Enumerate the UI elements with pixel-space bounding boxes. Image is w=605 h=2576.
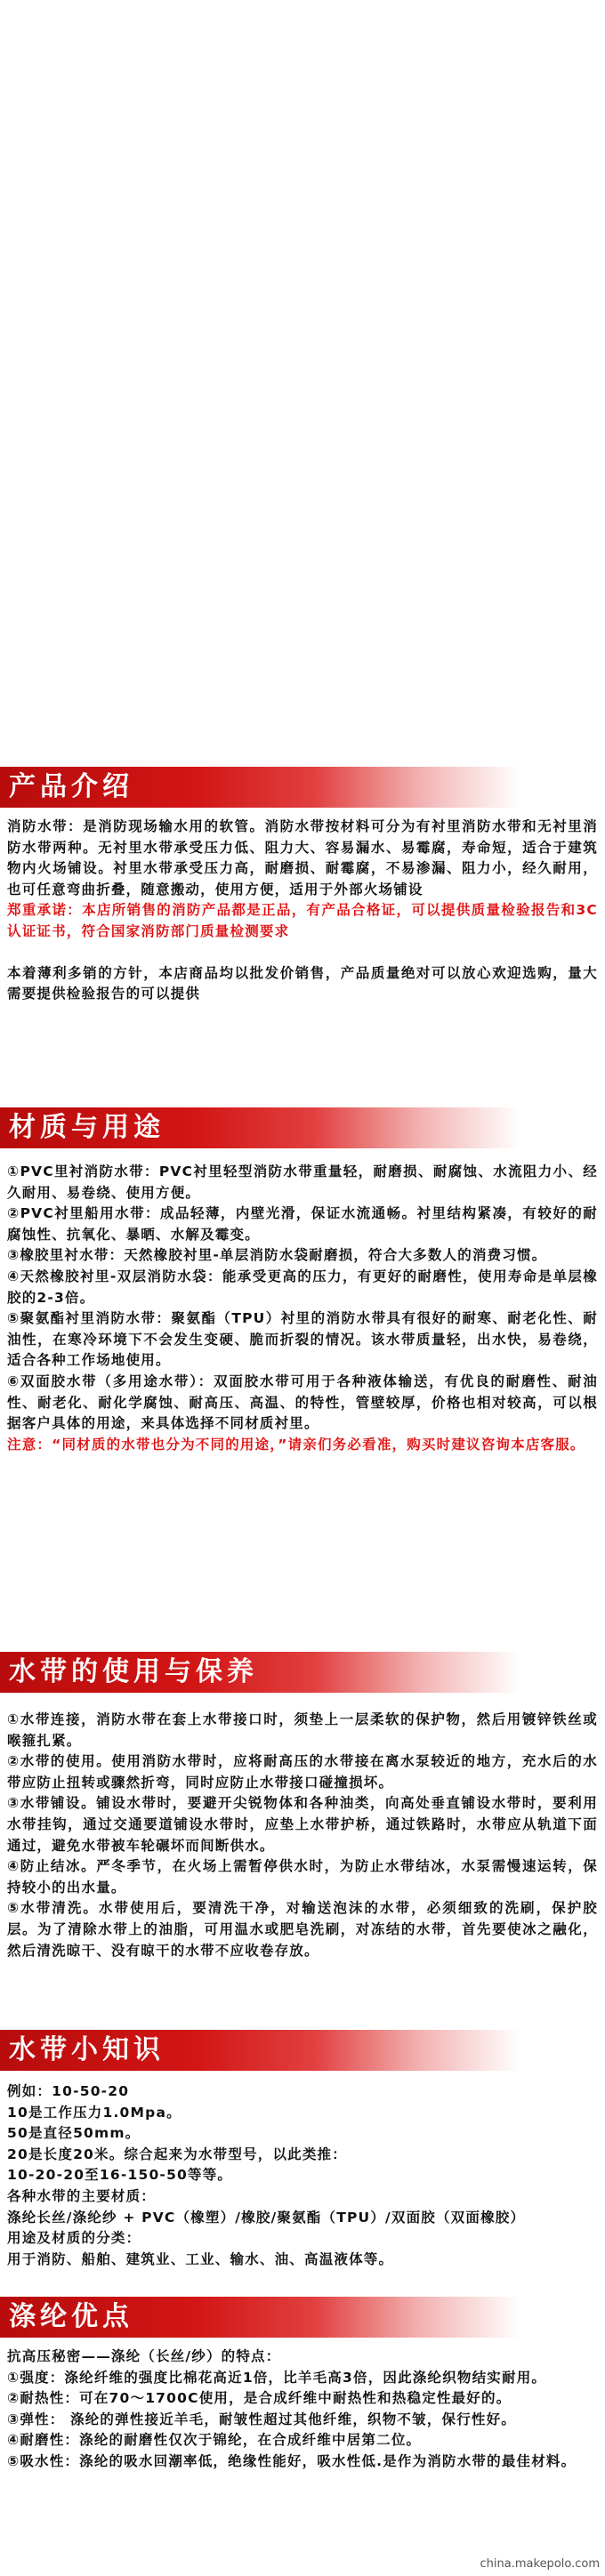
blank-image-area [0,0,605,767]
paragraph: ②PVC衬里船用水带：成品轻薄，内壁光滑，保证水流通畅。衬里结构紧凑，有较好的耐腐蚀性、抗氧化、暴晒、水解及霉变。 [7,1205,598,1243]
paragraph: ⑥双面胶水带（多用途水带）：双面胶水带可用于各种液体输送，有优良的耐磨性、耐油性、耐老化、耐化学腐蚀、耐高压、高温、的特性，管壁较厚，价格也相对较高，可以根据客户具体的用途，来具体选择不同材质衬里。 [7,1373,598,1432]
watermark: china.makepolo.com [480,2557,600,2571]
section-body-polyester-advantages [7,2347,598,2473]
paragraph: 10是工作压力1.0Mpa。 [7,2104,182,2121]
promise-paragraph: 郑重承诺：本店所销售的消防产品都是正品，有产品合格证，可以提供质量检验报告和3C认证证书，符合国家消防部门质量检测要求 [7,902,598,939]
section-body-hose-knowledge [7,2081,598,2270]
paragraph: ④防止结冰。严冬季节，在火场上需暂停供水时，为防止水带结冰，水泵需慢速运转，保持较小的出水量。 [7,1858,598,1896]
paragraph: 20是长度20米。综合起来为水带型号，以此类推： [7,2145,347,2162]
section-body-usage-maintenance [7,1710,598,1961]
notice-paragraph: 注意：“同材质的水带也分为不同的用途，”请亲们务必看准，购买时建议咨询本店客服。 [7,1436,585,1453]
paragraph: ②耐热性：可在70～1700C使用，是合成纤维中耐热性和热稳定性最好的。 [7,2390,512,2407]
section-title: 产品介绍 [9,771,133,802]
section-header-material-usage [0,1107,605,1148]
section-title: 水带小知识 [9,2034,165,2065]
paragraph: ④耐磨性：涤纶的耐磨性仅次于锦纶，在合成纤维中居第二位。 [7,2432,422,2449]
paragraph: 10-20-20至16-150-50等等。 [7,2167,233,2184]
paragraph: ⑤聚氨酯衬里消防水带：聚氨酯（TPU）衬里的消防水带具有很好的耐寒、耐老化性、耐油性，在寒冷环境下不会发生变硬、脆而折裂的情况。该水带质量轻，出水快，易卷绕，适合各种工作场地使用。 [7,1310,598,1369]
paragraph: ③弹性： 涤纶的弹性接近羊毛，耐皱性超过其他纤维，织物不皱，保行性好。 [7,2411,517,2427]
paragraph: ①PVC里衬消防水带：PVC衬里轻型消防水带重量轻，耐磨损、耐腐蚀、水流阻力小、经久耐用、易卷绕、使用方便。 [7,1163,598,1201]
paragraph: ③橡胶里衬水带：天然橡胶衬里-单层消防水袋耐磨损，符合大多数人的消费习惯。 [7,1247,547,1264]
section-title: 水带的使用与保养 [9,1656,258,1687]
paragraph: ③水带铺设。铺设水带时，要避开尖锐物体和各种油类，向高处垂直铺设水带时，要利用水带挂钩，通过交通要道铺设水带时，应垫上水带护桥，通过铁路时，水带应从轨道下面通过，避免水带被车轮碾坏而间断供水。 [7,1795,598,1854]
section-header-polyester-advantages [0,2297,605,2338]
paragraph: 各种水带的主要材质： [7,2187,157,2204]
paragraph: ⑤水带清洗。水带使用后，要清洗干净，对输送泡沫的水带，必须细致的洗刷，保护胶层。为了清除水带上的油脂，可用温水或肥皂洗刷，对冻结的水带，首先要使冰之融化，然后清洗晾干、没有晾干的水带不应收卷存放。 [7,1900,598,1959]
paragraph: 例如：10-50-20 [7,2083,130,2099]
paragraph: 50是直径50mm。 [7,2125,141,2142]
section-title: 材质与用途 [9,1112,165,1143]
section-title: 涤纶优点 [9,2301,133,2332]
paragraph: 用途及材质的分类： [7,2230,141,2247]
paragraph: 本着薄利多销的方针，本店商品均以批发价销售，产品质量绝对可以放心欢迎选购，量大需要提供检验报告的可以提供 [7,964,598,1002]
section-body-product-intro [7,817,598,1005]
paragraph: ⑤吸水性：涤纶的吸水回潮率低，绝缘性能好，吸水性低.是作为消防水带的最佳材料。 [7,2452,577,2469]
paragraph: ④天然橡胶衬里-双层消防水袋：能承受更高的压力，有更好的耐磨性，使用寿命是单层橡胶的2-3倍。 [7,1268,598,1306]
paragraph: ①水带连接，消防水带在套上水带接口时，须垫上一层柔软的保护物，然后用镀锌铁丝或喉箍扎紧。 [7,1711,598,1749]
section-header-hose-knowledge [0,2030,605,2071]
section-body-material-usage [7,1162,598,1455]
paragraph: 消防水带：是消防现场输水用的软管。消防水带按材料可分为有衬里消防水带和无衬里消防水带两种。无衬里水带承受压力低、阻力大、容易漏水、易霉腐，寿命短，适合于建筑物内火场铺设。衬里水带承受压力高，耐磨损、耐霉腐，不易渗漏、阻力小，经久耐用，也可任意弯曲折叠，随意搬动，使用方便，适用于外部火场铺设 [7,818,598,898]
paragraph: 用于消防、船舶、建筑业、工业、输水、油、高温液体等。 [7,2250,394,2267]
section-header-product-intro [0,767,605,808]
paragraph: 抗高压秘密——涤纶（长丝/纱）的特点： [7,2348,281,2364]
paragraph: 涤纶长丝/涤纶纱 + PVC（橡塑）/橡胶/聚氨酯（TPU）/双面胶（双面橡胶） [7,2209,526,2226]
paragraph: ②水带的使用。使用消防水带时，应将耐高压的水带接在离水泵较近的地方，充水后的水带应防止扭转或骤然折弯，同时应防止水带接口碰撞损坏。 [7,1753,598,1791]
spacer [7,943,598,963]
paragraph: ①强度：涤纶纤维的强度比棉花高近1倍，比羊毛高3倍，因此涤纶织物结实耐用。 [7,2369,547,2386]
section-header-usage-maintenance [0,1652,605,1693]
